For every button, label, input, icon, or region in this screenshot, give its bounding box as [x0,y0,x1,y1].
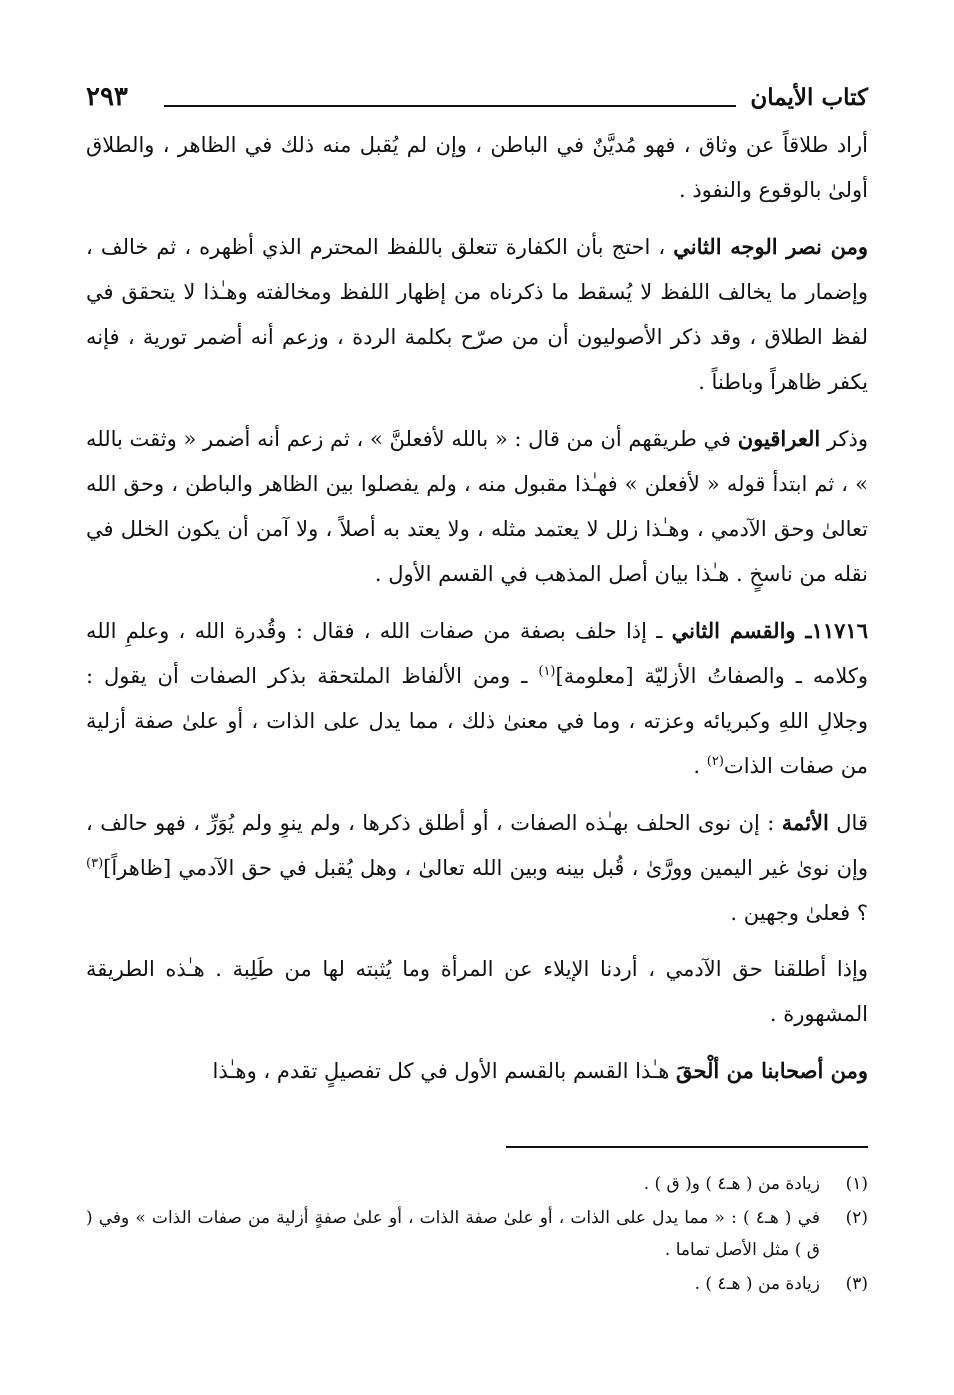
footnote-2 [86,1202,868,1266]
footnote-ref-1: (١) [538,664,556,679]
paragraph-text: هـٰذا القسم بالقسم الأول في كل تفصيلٍ تقدم ، وهـٰذا [212,1059,676,1083]
paragraph-text: أراد طلاقاً عن وثاق ، فهو مُديَّنٌ في الباطن ، وإن لم يُقبل منه ذلك في الظاهر ، والطلاق أولىٰ بالوقوع والنفوذ . [86,133,868,202]
paragraph-text: ، احتج بأن الكفارة تتعلق باللفظ المحترم الذي أظهره ، ثم خالف ، وإضمار ما يخالف اللفظ لا يُسقط ما ذكرناه من إظهار اللفظ ومخالفته وهـٰذا لا يتحقق في لفظ الطلاق ، وقد ذكر الأصوليون أن من صرّح بكلمة الردة ، وزعم أنه أضمر تورية ، فإنه يكفر ظاهراً وباطناً . [86,235,868,394]
footnote-1 [86,1168,868,1200]
paragraph-lead: قال [828,811,868,835]
page-number: ٢٩٣ [86,82,128,112]
book-page [86,70,868,1340]
main-text [86,123,868,1105]
footnote-number: (٢) [845,1208,868,1228]
paragraph-text: ـ إذا حلف بصفة من صفات الله ، فقال : وقُدرة الله ، وعلمِ الله وكلامه ـ والصفاتُ الأزليّة [معلومة] [86,619,868,688]
footnote-text: زيادة من ( هـ٤ ) و( ق ) . [643,1174,820,1194]
footnote-text: زيادة من ( هـ٤ ) . [694,1274,820,1294]
footnote-text: في ( هـ٤ ) : « مما يدل على الذات ، أو علىٰ صفة الذات ، أو علىٰ صفةٍ أزلية من صفات الذات » وفي ( ق ) مثل الأصل تماما . [86,1208,820,1260]
footnotes [86,1168,868,1302]
paragraph-lead: وذكر [820,427,868,451]
paragraph-text: في طريقهم أن من قال : « بالله لأفعلنَّ » ، ثم زعم أنه أضمر « وثقت بالله » ، ثم ابتدأ قوله « لأفعلن » فهـٰذا مقبول منه ، ولم يفصلوا بين الظاهر والباطن ، وحق الله تعالىٰ وحق الآدمي ، وهـٰذا زلل لا يعتمد مثله ، ولا يعتد به أصلاً ، ولا آمن أن يكون الخلل في نقله من ناسخٍ . هـٰذا بيان أصل المذهب في القسم الأول . [86,427,868,586]
section-heading: ١١٧١٦ـ والقسم الثاني [671,618,868,643]
footnote-number: (١) [845,1174,868,1194]
bold-term: الأئمة [781,810,829,835]
paragraph-text: وإذا أطلقنا حق الآدمي ، أردنا الإيلاء عن المرأة وما يُثبته لها من طَلِبة . هـٰذه الطريقة المشهورة . [86,957,868,1026]
footnote-3 [86,1268,868,1300]
bold-lead: ومن نصر الوجه الثاني [673,234,868,259]
paragraph-3 [86,416,868,597]
paragraph-text: : إن نوى الحلف بهـٰذه الصفات ، أو أطلق ذكرها ، ولم ينوِ ولم يُوَرِّ ، فهو حالف ، وإن نوىٰ غير اليمين وورَّىٰ ، قُبل بينه وبين الله تعالىٰ ، وهل يُقبل في حق الآدمي [ظاهراً] [86,811,868,880]
paragraph-5 [86,800,868,936]
bold-lead: ومن أصحابنا من ألْحقَ [675,1058,868,1083]
paragraph-7 [86,1048,868,1094]
paragraph-text-end: . [693,754,707,778]
running-header [86,70,868,118]
bold-term: العراقيون [737,426,821,451]
paragraph-text-end: ؟ فعلىٰ وجهين . [730,901,868,925]
footnote-number: (٣) [845,1274,868,1294]
footnote-ref-2: (٢) [706,754,724,769]
paragraph-1 [86,123,868,213]
paragraph-text-cont: ـ ومن الألفاظ الملتحقة بذكر الصفات أن يقول : وجلالِ اللهِ وكبريائه وعزته ، وما في معنىٰ ذلك ، مما يدل على الذات ، أو علىٰ صفة أزلية من صفات الذات [86,664,869,778]
book-title: كتاب الأيمان [750,84,868,111]
paragraph-4 [86,608,868,789]
paragraph-2 [86,224,868,405]
footnote-separator [506,1146,868,1148]
footnote-ref-3: (٣) [86,856,104,871]
header-rule [164,105,736,107]
paragraph-6 [86,947,868,1037]
